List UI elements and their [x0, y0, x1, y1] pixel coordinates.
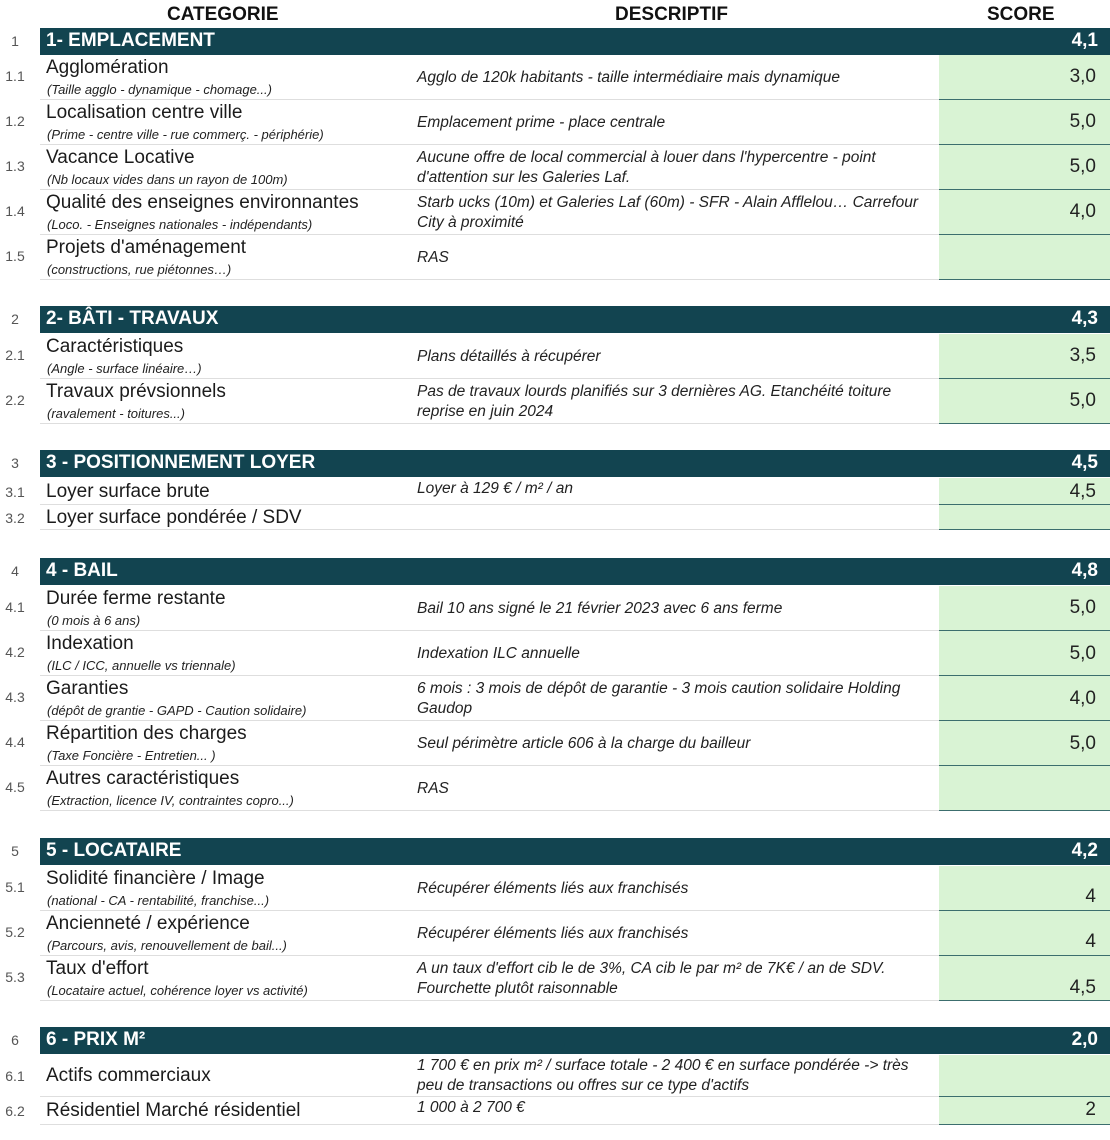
row-number: 6.2	[5, 1103, 25, 1119]
criterion-label: Autres caractéristiques	[46, 768, 240, 789]
criterion-score: 4	[1085, 931, 1096, 952]
row-separator	[40, 1124, 939, 1125]
criterion-sublabel: (Extraction, licence IV, contraintes copro...)	[47, 793, 294, 808]
criterion-score: 5,0	[1069, 111, 1096, 132]
row-number: 1.5	[5, 248, 25, 264]
criterion-label: Indexation	[46, 633, 134, 654]
criterion-sublabel: (0 mois à 6 ans)	[47, 613, 141, 628]
criterion-score: 2	[1085, 1099, 1096, 1120]
criterion-description: RAS	[417, 779, 449, 797]
row-separator	[40, 720, 939, 721]
row-separator	[40, 279, 939, 280]
section-title: 4 - BAIL	[46, 560, 118, 581]
criterion-score: 5,0	[1069, 733, 1096, 754]
criterion-description: Emplacement prime - place centrale	[417, 113, 666, 131]
row-number: 6.1	[5, 1068, 25, 1084]
section-score: 2,0	[1071, 1029, 1098, 1050]
criterion-sublabel: (ILC / ICC, annuelle vs triennale)	[47, 658, 236, 673]
section-header	[40, 450, 1110, 477]
criterion-description: Indexation ILC annuelle	[417, 644, 580, 662]
row-number: 3.2	[5, 509, 25, 526]
row-number: 4.4	[5, 734, 25, 750]
criterion-label: Localisation centre ville	[46, 102, 243, 123]
row-separator	[40, 955, 939, 956]
criterion-label: Caractéristiques	[46, 336, 184, 357]
criterion-score: 4,0	[1069, 201, 1096, 222]
criterion-sublabel: (Taille agglo - dynamique - chomage...)	[47, 82, 272, 97]
row-separator	[40, 189, 939, 190]
criterion-description: Pas de travaux lourds planifiés sur 3 dernières AG. Etanchéité toiture reprise en juin 2024	[417, 382, 892, 420]
row-separator	[40, 378, 939, 379]
row-number: 1.3	[5, 158, 25, 174]
section-number: 5	[11, 843, 19, 859]
criterion-description: 1 000 à 2 700 €	[417, 1099, 525, 1116]
section-score: 4,8	[1071, 560, 1098, 581]
row-separator	[40, 1000, 939, 1001]
criterion-label: Projets d'aménagement	[46, 237, 247, 258]
criterion-label: Loyer surface brute	[46, 480, 210, 502]
criterion-description: 6 mois : 3 mois de dépôt de garantie - 3 mois caution solidaire Holding Gaudop	[417, 679, 901, 717]
section-number: 2	[11, 311, 19, 327]
column-header-categorie: CATEGORIE	[167, 4, 279, 25]
criterion-sublabel: (Loco. - Enseignes nationales - indépendants)	[47, 217, 313, 232]
row-separator	[40, 1096, 939, 1097]
criterion-sublabel: (Locataire actuel, cohérence loyer vs activité)	[47, 983, 308, 998]
criterion-score: 3,0	[1069, 66, 1096, 87]
section-score: 4,5	[1071, 452, 1098, 473]
score-cell	[939, 866, 1110, 911]
criterion-description: Bail 10 ans signé le 21 février 2023 avec 6 ans ferme	[417, 599, 783, 617]
row-separator	[40, 630, 939, 631]
criterion-label: Solidité financière / Image	[46, 868, 265, 889]
criterion-score: 5,0	[1069, 597, 1096, 618]
row-number: 5.1	[5, 879, 25, 895]
section-title: 6 - PRIX M²	[46, 1029, 146, 1050]
criterion-label: Agglomération	[46, 57, 169, 78]
section-header	[40, 28, 1110, 55]
row-number: 3.1	[5, 483, 25, 500]
criterion-score: 4	[1085, 886, 1096, 907]
row-separator	[40, 144, 939, 145]
section-score: 4,3	[1071, 308, 1098, 329]
section-title: 1- EMPLACEMENT	[46, 30, 215, 51]
criterion-label: Qualité des enseignes environnantes	[46, 192, 359, 213]
column-header-descriptif: DESCRIPTIF	[615, 4, 728, 25]
criterion-description: Agglo de 120k habitants - taille intermédiaire mais dynamique	[417, 68, 841, 86]
section-title: 3 - POSITIONNEMENT LOYER	[46, 452, 316, 473]
criterion-score: 5,0	[1069, 390, 1096, 411]
criterion-label: Actifs commerciaux	[46, 1065, 211, 1086]
criterion-label: Travaux prévsionnels	[46, 381, 226, 402]
criterion-score: 4,0	[1069, 688, 1096, 709]
criterion-description: RAS	[417, 248, 449, 266]
section-score: 4,2	[1071, 840, 1098, 861]
criterion-label: Taux d'effort	[46, 958, 149, 979]
score-cell	[939, 1055, 1110, 1097]
section-number: 1	[11, 33, 19, 49]
section-score: 4,1	[1071, 30, 1098, 51]
criterion-description: Récupérer éléments liés aux franchisés	[417, 924, 689, 942]
criterion-description: Seul périmètre article 606 à la charge du bailleur	[417, 734, 751, 752]
row-number: 5.3	[5, 969, 25, 985]
section-header	[40, 1027, 1110, 1054]
criterion-score: 5,0	[1069, 156, 1096, 177]
section-header	[40, 306, 1110, 333]
row-separator	[40, 910, 939, 911]
row-number: 4.5	[5, 779, 25, 795]
section-number: 4	[11, 563, 19, 579]
section-header	[40, 838, 1110, 865]
criterion-label: Répartition des charges	[46, 723, 247, 744]
criterion-label: Ancienneté / expérience	[46, 913, 250, 934]
criterion-description: Starb ucks (10m) et Galeries Laf (60m) - SFR - Alain Afflelou… Carrefour City à proximité	[417, 193, 919, 231]
score-cell	[939, 766, 1110, 811]
row-separator	[40, 423, 939, 424]
row-number: 4.1	[5, 599, 25, 615]
criterion-description: Loyer à 129 € / m² / an	[417, 479, 573, 497]
score-cell	[939, 505, 1110, 530]
criterion-description: A un taux d'effort cib le de 3%, CA cib le par m² de 7K€ / an de SDV. Fourchette plutôt raisonnable	[417, 959, 886, 997]
row-separator	[40, 765, 939, 766]
criterion-sublabel: (ravalement - toitures...)	[47, 406, 185, 421]
criterion-label: Durée ferme restante	[46, 588, 226, 609]
row-separator	[40, 810, 939, 811]
row-number: 1.4	[5, 203, 25, 219]
criterion-score: 5,0	[1069, 643, 1096, 664]
section-number: 6	[11, 1032, 19, 1048]
criterion-sublabel: (constructions, rue piétonnes…)	[47, 262, 232, 277]
row-number: 1.2	[5, 113, 25, 129]
section-title: 2- BÂTI - TRAVAUX	[46, 308, 219, 329]
row-number: 5.2	[5, 924, 25, 940]
criterion-sublabel: (Prime - centre ville - rue commerç. - périphérie)	[47, 127, 324, 142]
criterion-description: Plans détaillés à récupérer	[417, 347, 601, 365]
row-separator	[40, 504, 939, 505]
row-separator	[40, 675, 939, 676]
criterion-sublabel: (Nb locaux vides dans un rayon de 100m)	[47, 172, 288, 187]
criterion-label: Garanties	[46, 678, 129, 699]
row-number: 2.2	[5, 392, 25, 408]
criterion-sublabel: (national - CA - rentabilité, franchise...)	[47, 893, 270, 908]
column-header-score: SCORE	[987, 4, 1055, 25]
row-separator	[40, 99, 939, 100]
row-number: 4.2	[5, 644, 25, 660]
criterion-sublabel: (Angle - surface linéaire…)	[47, 361, 202, 376]
row-separator	[40, 529, 939, 530]
criterion-sublabel: (Taxe Foncière - Entretien... )	[47, 748, 216, 763]
criterion-score: 3,5	[1069, 345, 1096, 366]
criterion-label: Vacance Locative	[46, 147, 195, 168]
criterion-sublabel: (Parcours, avis, renouvellement de bail...)	[47, 938, 287, 953]
row-number: 4.3	[5, 689, 25, 705]
section-header	[40, 558, 1110, 585]
criterion-sublabel: (dépôt de grantie - GAPD - Caution solidaire)	[47, 703, 307, 718]
section-title: 5 - LOCATAIRE	[46, 840, 182, 861]
criterion-description: Aucune offre de local commercial à louer dans l'hypercentre - point d'attention sur les Galeries Laf.	[417, 148, 876, 186]
score-cell	[939, 1097, 1110, 1125]
criterion-description: Récupérer éléments liés aux franchisés	[417, 879, 689, 897]
row-number: 2.1	[5, 347, 25, 363]
score-cell	[939, 235, 1110, 280]
criterion-score: 4,5	[1069, 481, 1096, 502]
criterion-description: 1 700 € en prix m² / surface totale - 2 400 € en surface pondérée -> très peu de transactions ou offres sur ce type d'actifs	[417, 1057, 909, 1094]
row-separator	[40, 234, 939, 235]
criterion-label: Loyer surface pondérée / SDV	[46, 506, 302, 528]
criterion-score: 4,5	[1069, 977, 1096, 998]
criterion-label: Résidentiel Marché résidentiel	[46, 1100, 301, 1121]
section-number: 3	[11, 455, 19, 471]
score-cell	[939, 911, 1110, 956]
row-number: 1.1	[5, 68, 25, 84]
